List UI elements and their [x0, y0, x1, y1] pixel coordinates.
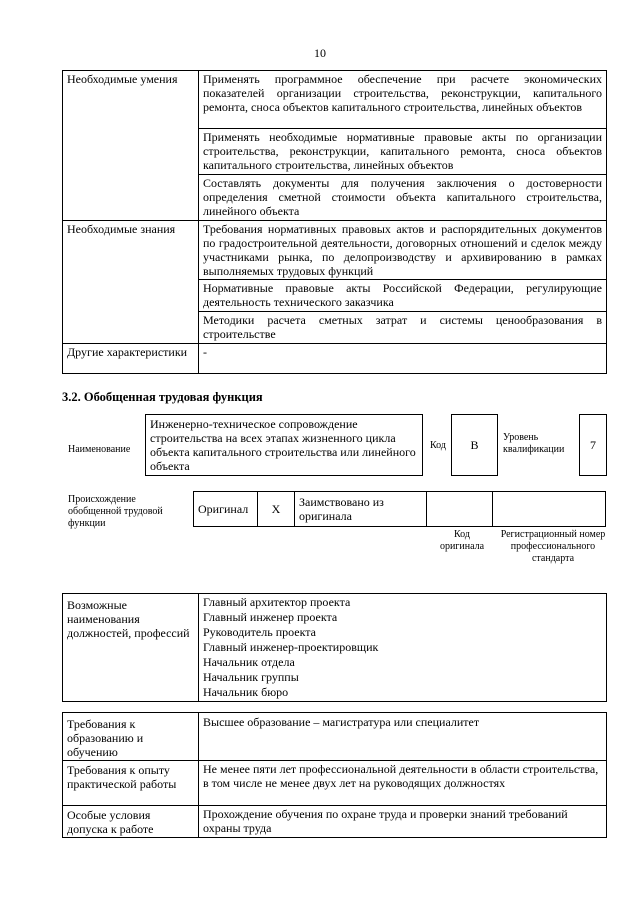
name-value: Инженерно-техническое сопровождение строительства на всех этапах жизненного цикла объекта капитального строительства или линейного объекта: [150, 417, 416, 473]
origin-label: Происхождение обобщенной трудовой функции: [68, 494, 163, 529]
position-item: Начальник отдела: [203, 655, 295, 669]
knowledge-item: Нормативные правовые акты Российской Федерации, регулирующие деятельность технического заказчика: [199, 280, 607, 312]
reg-number-cell: [493, 492, 606, 527]
other-value: -: [199, 344, 607, 374]
code-label: Код: [430, 440, 446, 451]
section-heading: 3.2. Обобщенная трудовая функция: [62, 390, 263, 404]
name-value-box: [145, 414, 423, 476]
page-number: 10: [314, 46, 326, 60]
original-mark: X: [258, 492, 295, 527]
original-label: Оригинал: [194, 492, 258, 527]
level-value-box: [579, 414, 607, 476]
knowledge-item: Требования нормативных правовых актов и распорядительных документов по градостроительной деятельности, договорных отношений и сделок между участниками рынка, по делопроизводству и архивированию в рамках выполняемых трудовых функций: [199, 221, 607, 280]
positions-label: Возможные наименования должностей, профессий: [63, 594, 199, 702]
code-value-box: [451, 414, 498, 476]
knowledge-item: Методики расчета сметных затрат и системы ценообразования в строительстве: [199, 312, 607, 344]
code-value: B: [470, 438, 479, 452]
level-label: Уровень квалификации: [503, 432, 565, 455]
admission-label: Особые условия допуска к работе: [63, 806, 199, 838]
position-item: Главный инженер проекта: [203, 610, 338, 624]
positions-list: [199, 594, 607, 702]
skill-item: Составлять документы для получения заключения о достоверности определения сметной стоимости объекта капитального строительства, линейного объекта: [199, 175, 607, 221]
position-item: Главный инженер-проектировщик: [203, 640, 379, 654]
position-item: Начальник группы: [203, 670, 299, 684]
position-item: Главный архитектор проекта: [203, 595, 351, 609]
experience-value: Не менее пяти лет профессиональной деятельности в области строительства, в том числе не менее двух лет на руководящих должностях: [199, 761, 607, 806]
code-original-cell: [427, 492, 493, 527]
skill-item: Применять программное обеспечение при расчете экономических показателей организации строительства, реконструкции, капитального ремонта, сноса объектов капитального строительства, линейных объектов: [199, 71, 607, 129]
row-label-knowledge: Необходимые знания: [63, 221, 199, 344]
skill-item: Применять необходимые нормативные правовые акты по организации строительства, реконструкции, капитального ремонта, сноса объектов капитального строительства, линейных объектов: [199, 129, 607, 175]
experience-label: Требования к опыту практической работы: [63, 761, 199, 806]
reg-number-caption: Регистрационный номер профессионального стандарта: [500, 529, 606, 564]
origin-table: [193, 491, 606, 527]
positions-table: [62, 593, 607, 702]
position-item: Начальник бюро: [203, 685, 289, 699]
admission-value: Прохождение обучения по охране труда и проверки знаний требований охраны труда: [199, 806, 607, 838]
row-label-other: Другие характеристики: [63, 344, 199, 374]
education-label: Требования к образованию и обучению: [63, 713, 199, 761]
requirements-table: [62, 712, 607, 838]
skills-knowledge-table: [62, 70, 607, 374]
borrowed-label: Заимствовано из оригинала: [295, 492, 427, 527]
position-item: Руководитель проекта: [203, 625, 316, 639]
code-original-caption: Код оригинала: [439, 529, 485, 552]
level-value: 7: [590, 438, 596, 452]
row-label-skills: Необходимые умения: [63, 71, 199, 221]
education-value: Высшее образование – магистратура или специалитет: [199, 713, 607, 761]
name-label: Наименование: [68, 444, 131, 455]
